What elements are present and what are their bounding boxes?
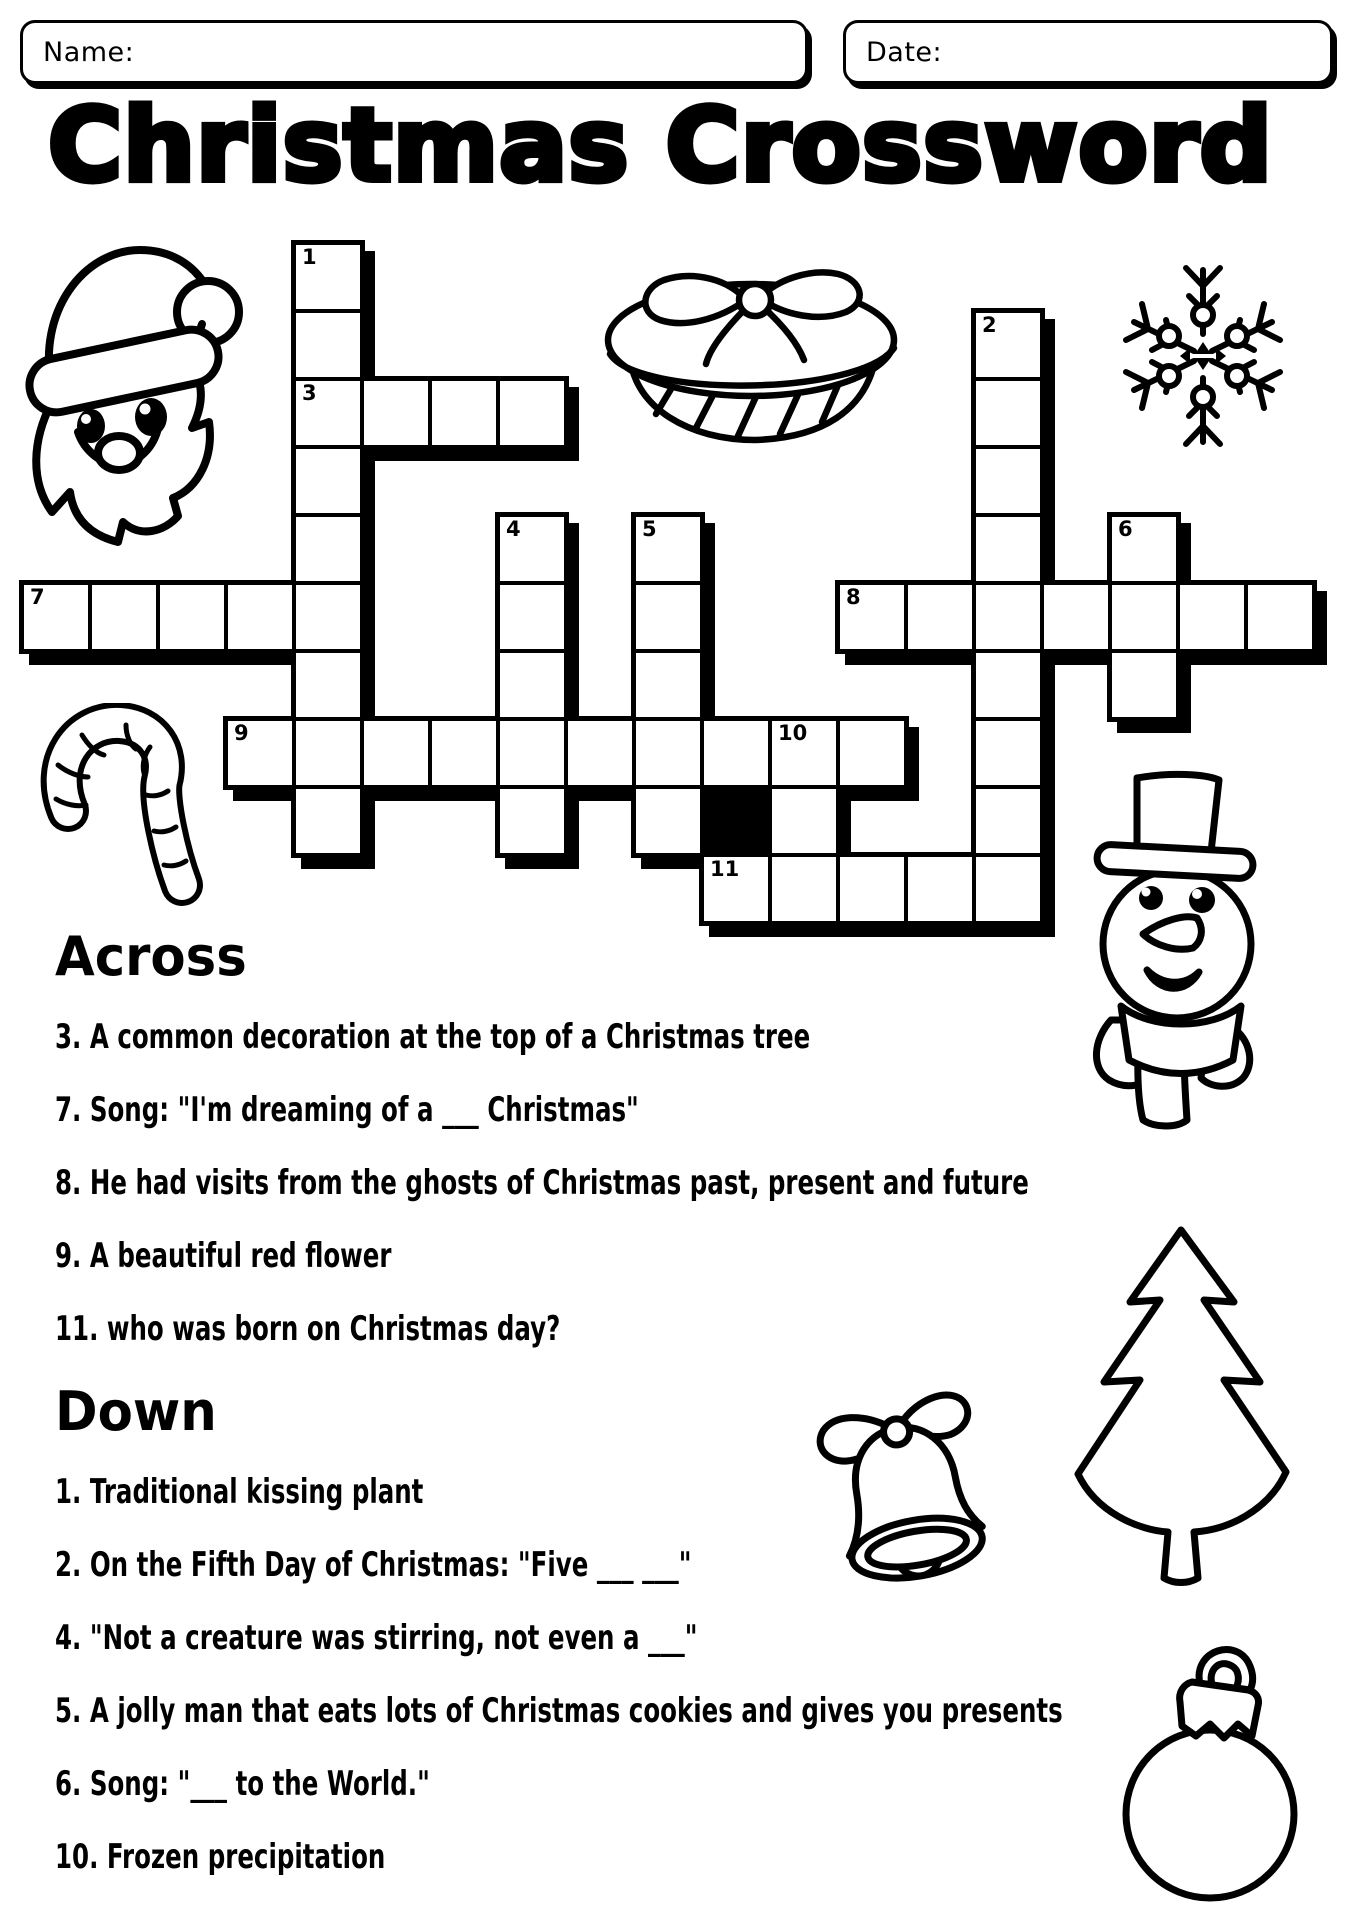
clue-text: 4. "Not a creature was stirring, not even a ___" <box>55 1617 698 1658</box>
clue-text: 3. A common decoration at the top of a Christmas tree <box>55 1016 811 1057</box>
grid-cell[interactable] <box>498 787 566 855</box>
grid-cell[interactable] <box>90 583 158 651</box>
grid-cell[interactable] <box>294 583 362 651</box>
grid-cell[interactable] <box>702 719 770 787</box>
grid-cell[interactable] <box>974 787 1042 855</box>
black-cell <box>702 787 770 855</box>
grid-cell[interactable] <box>362 379 430 447</box>
grid-cell[interactable] <box>702 855 770 923</box>
grid-cell[interactable] <box>906 583 974 651</box>
clue-4 <box>55 1601 1330 1674</box>
grid-cell[interactable] <box>634 719 702 787</box>
cell-number: 3 <box>302 381 317 405</box>
grid-cell[interactable] <box>634 787 702 855</box>
santa-face-icon <box>22 220 244 550</box>
grid-cell[interactable] <box>838 583 906 651</box>
grid-cell[interactable] <box>1042 583 1110 651</box>
page-title: Christmas Crossword <box>48 86 1273 204</box>
candy-cane-icon <box>30 703 208 908</box>
clue-text: 7. Song: "I'm dreaming of a ___ Christmas" <box>55 1089 639 1130</box>
grid-cell[interactable] <box>498 515 566 583</box>
cell-number: 11 <box>710 857 740 881</box>
grid-cell[interactable] <box>294 719 362 787</box>
down-section <box>55 1381 1330 1893</box>
grid-cell[interactable] <box>294 787 362 855</box>
clue-6 <box>55 1747 1330 1820</box>
grid-cell[interactable] <box>634 651 702 719</box>
grid-cell[interactable] <box>634 515 702 583</box>
clue-text: 2. On the Fifth Day of Christmas: "Five ___ ___" <box>55 1544 692 1585</box>
down-clues <box>55 1455 1330 1893</box>
grid-cell[interactable] <box>974 651 1042 719</box>
clue-3 <box>55 1000 1330 1073</box>
gift-box-icon <box>598 236 908 451</box>
grid-cell[interactable] <box>362 719 430 787</box>
grid-cell[interactable] <box>974 311 1042 379</box>
across-section <box>55 926 1330 1365</box>
cell-number: 1 <box>302 245 317 269</box>
grid-cell[interactable] <box>974 719 1042 787</box>
grid-cell[interactable] <box>770 787 838 855</box>
grid-cell[interactable] <box>294 447 362 515</box>
grid-cell[interactable] <box>498 651 566 719</box>
grid-cell[interactable] <box>294 515 362 583</box>
across-clues <box>55 1000 1330 1365</box>
cell-number: 7 <box>30 585 45 609</box>
grid-cell[interactable] <box>974 855 1042 923</box>
grid-cell[interactable] <box>974 515 1042 583</box>
clue-11 <box>55 1292 1330 1365</box>
grid-cell[interactable] <box>634 583 702 651</box>
cell-number: 9 <box>234 721 249 745</box>
grid-cell[interactable] <box>294 651 362 719</box>
grid-cell[interactable] <box>226 719 294 787</box>
grid-cell[interactable] <box>22 583 90 651</box>
grid-cell[interactable] <box>498 719 566 787</box>
grid-cell[interactable] <box>430 379 498 447</box>
date-label: Date: <box>866 36 943 68</box>
grid-cell[interactable] <box>294 243 362 311</box>
grid-cell[interactable] <box>566 719 634 787</box>
grid-cell[interactable] <box>294 311 362 379</box>
grid-cell[interactable] <box>1110 583 1178 651</box>
grid-cell[interactable] <box>974 583 1042 651</box>
cell-number: 10 <box>778 721 808 745</box>
grid-cell[interactable] <box>498 379 566 447</box>
grid-cell[interactable] <box>158 583 226 651</box>
down-heading: Down <box>55 1380 217 1443</box>
clue-7 <box>55 1073 1330 1146</box>
clue-text: 11. who was born on Christmas day? <box>55 1308 561 1349</box>
date-field[interactable] <box>843 20 1333 84</box>
grid-cell[interactable] <box>770 719 838 787</box>
grid-cell[interactable] <box>1110 515 1178 583</box>
grid-cell[interactable] <box>838 719 906 787</box>
across-heading: Across <box>55 925 247 988</box>
name-field[interactable] <box>20 20 808 84</box>
clue-text: 6. Song: "___ to the World." <box>55 1763 430 1804</box>
clue-text: 8. He had visits from the ghosts of Christmas past, present and future <box>55 1162 1029 1203</box>
clue-8 <box>55 1146 1330 1219</box>
snowflake-icon <box>1116 258 1290 454</box>
clue-10 <box>55 1820 1330 1893</box>
grid-cell[interactable] <box>430 719 498 787</box>
cell-number: 5 <box>642 517 657 541</box>
clue-9 <box>55 1219 1330 1292</box>
grid-cell[interactable] <box>1246 583 1314 651</box>
clue-text: 1. Traditional kissing plant <box>55 1471 424 1512</box>
clue-1 <box>55 1455 1330 1528</box>
clue-text: 10. Frozen precipitation <box>55 1836 386 1877</box>
name-label: Name: <box>43 36 135 68</box>
cell-number: 2 <box>982 313 997 337</box>
grid-cell[interactable] <box>906 855 974 923</box>
cell-number: 4 <box>506 517 521 541</box>
cell-number: 6 <box>1118 517 1133 541</box>
grid-cell[interactable] <box>1178 583 1246 651</box>
grid-cell[interactable] <box>1110 651 1178 719</box>
grid-cell[interactable] <box>974 379 1042 447</box>
grid-cell[interactable] <box>838 855 906 923</box>
clue-2 <box>55 1528 1330 1601</box>
cell-number: 8 <box>846 585 861 609</box>
grid-cell[interactable] <box>974 447 1042 515</box>
clue-text: 9. A beautiful red flower <box>55 1235 392 1276</box>
grid-cell[interactable] <box>498 583 566 651</box>
grid-cell[interactable] <box>294 379 362 447</box>
grid-cell[interactable] <box>770 855 838 923</box>
clue-text: 5. A jolly man that eats lots of Christmas cookies and gives you presents <box>55 1690 1063 1731</box>
clue-5 <box>55 1674 1330 1747</box>
grid-cell[interactable] <box>226 583 294 651</box>
